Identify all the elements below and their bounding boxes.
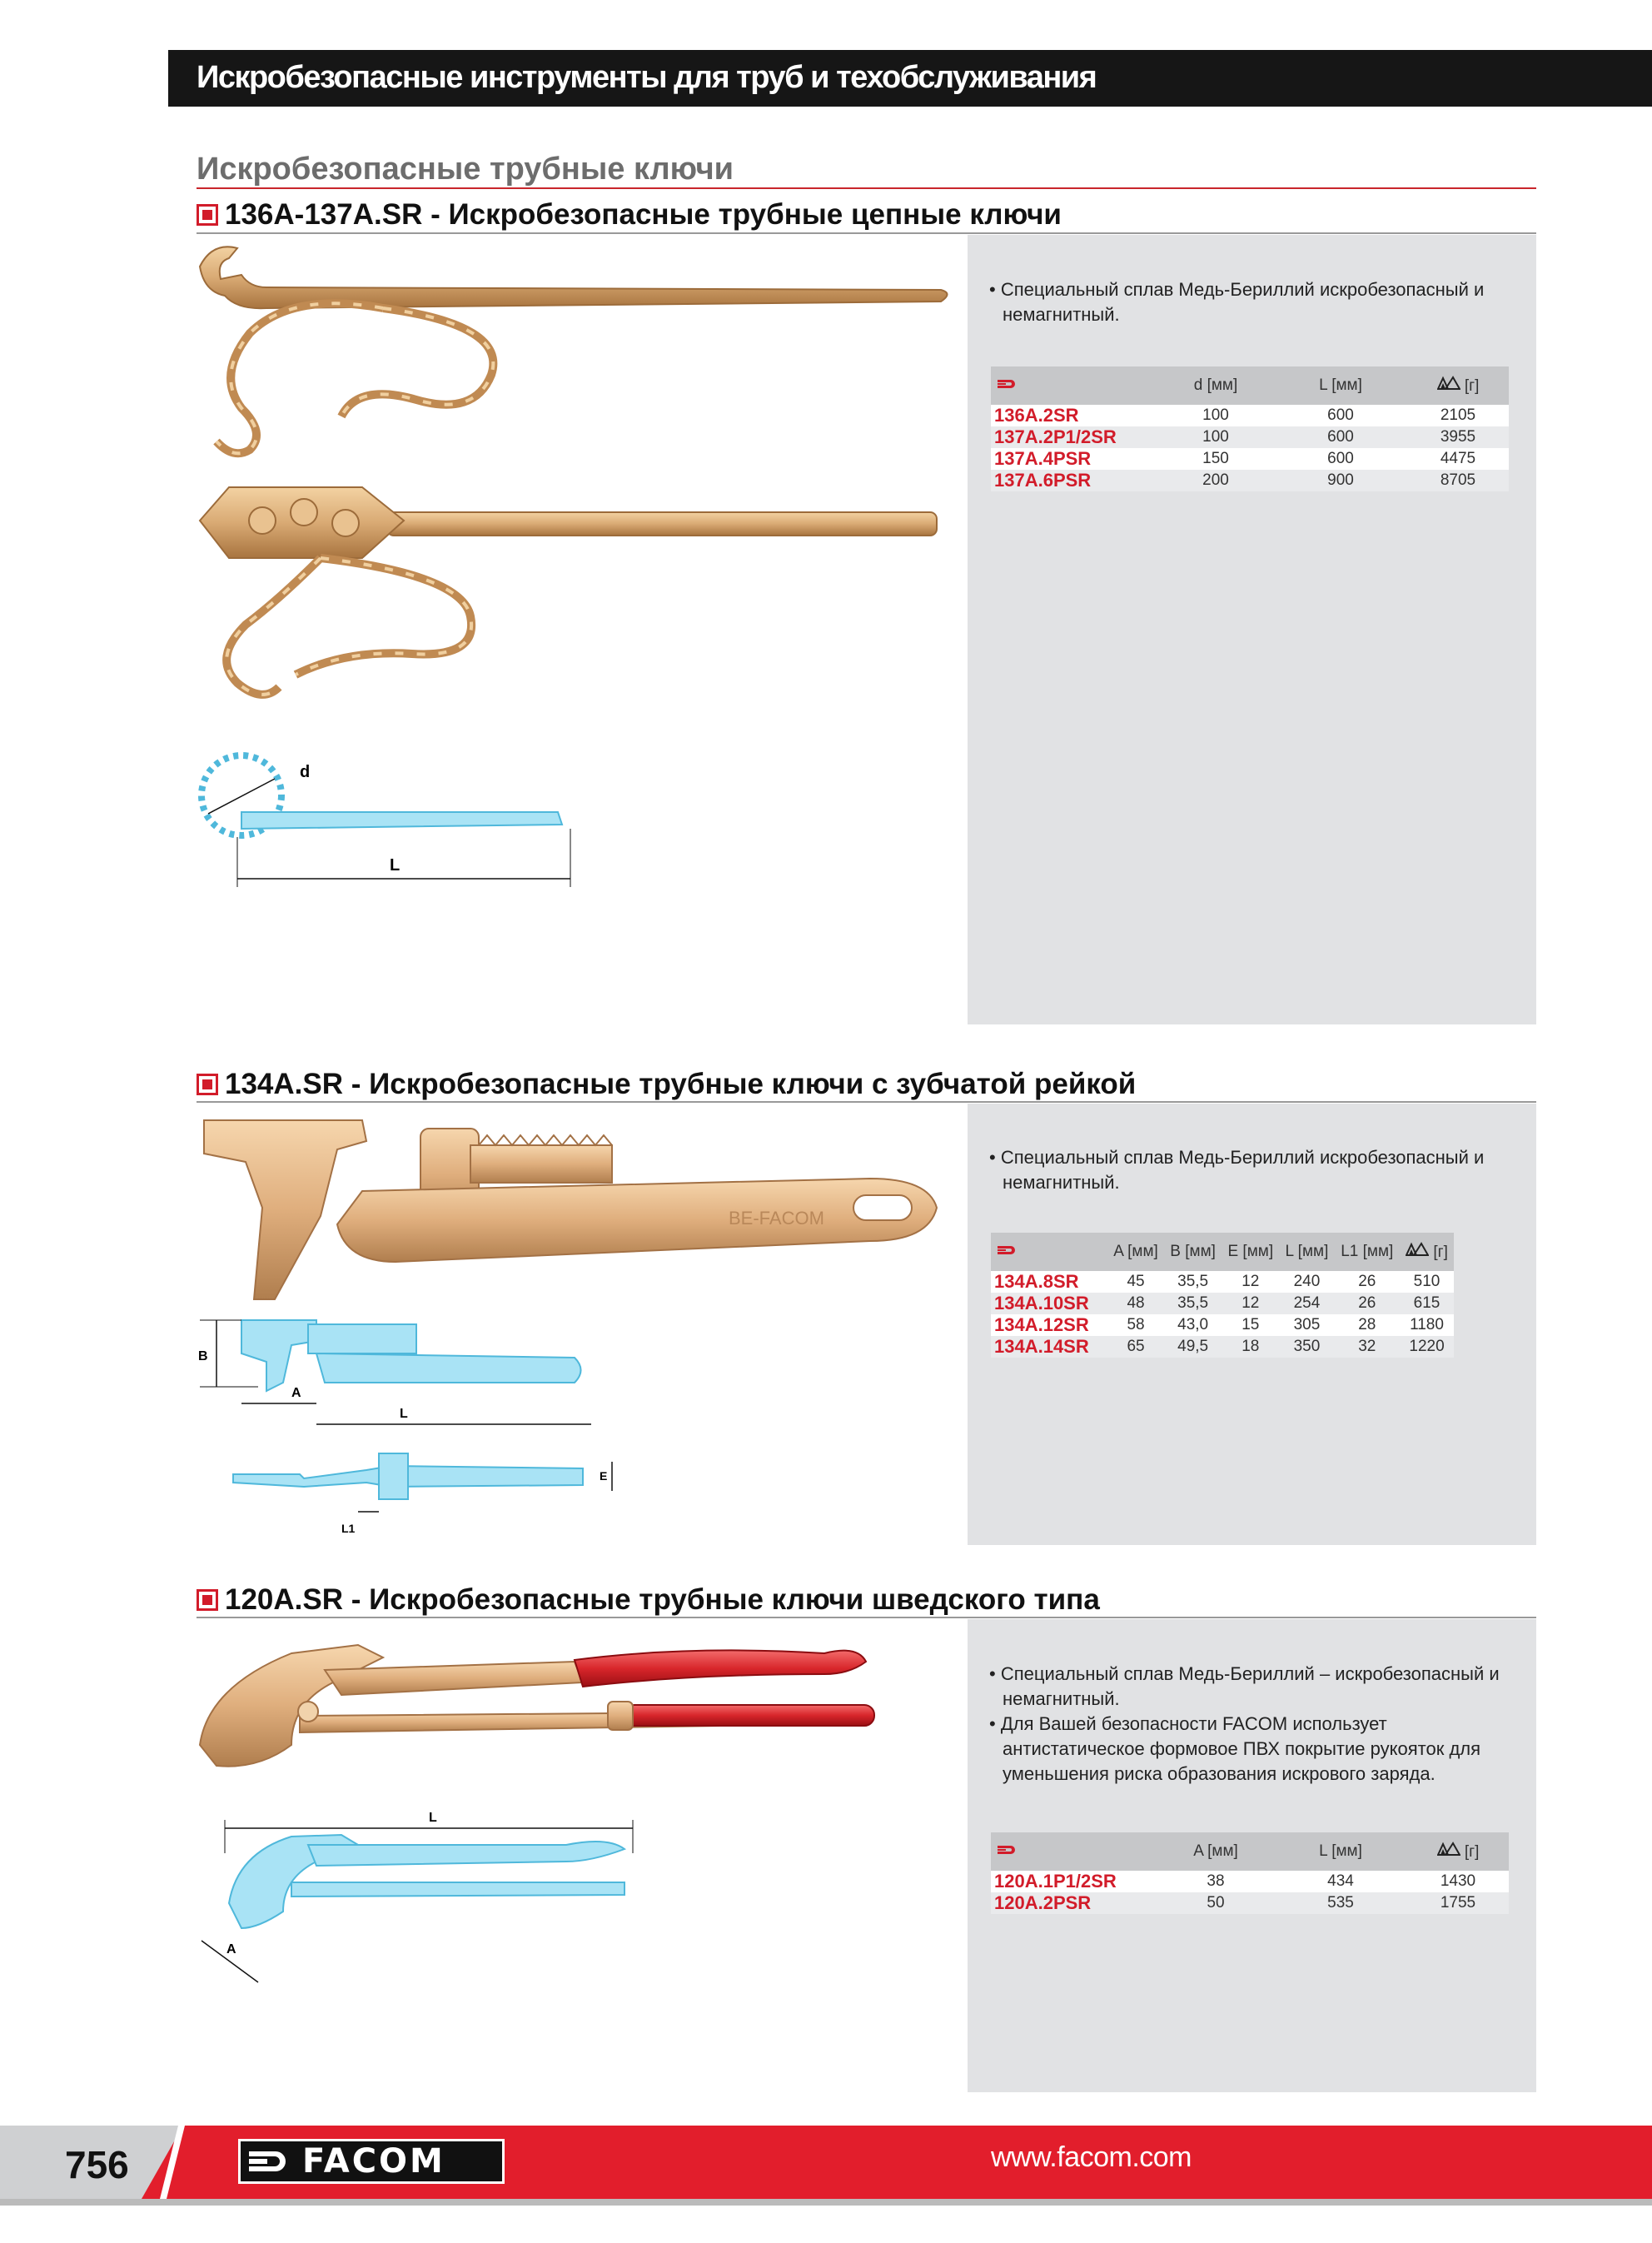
chain-wrench-photo-137a: [196, 475, 945, 725]
table-row: 134A.10SR 48 35,5 12 254 26 615: [991, 1293, 1454, 1314]
column-header: B [мм]: [1164, 1233, 1222, 1271]
swedish-wrench-diagram: [192, 1803, 658, 1999]
section-rule: [197, 232, 1536, 234]
table-row: 134A.14SR 65 49,5 18 350 32 1220: [991, 1336, 1454, 1358]
table-row: 136A.2SR 100 600 2105: [991, 405, 1509, 426]
table-row: 134A.8SR 45 35,5 12 240 26 510: [991, 1271, 1454, 1293]
section-marker-icon: [197, 204, 218, 226]
spec-table-pipe-wrench: [991, 1233, 1454, 1358]
section-title-text: 134A.SR - Искробезопасные трубные ключи с зубчатой рейкой: [225, 1068, 1137, 1100]
section-title-text: 120A.SR - Искробезопасные трубные ключи шведского типа: [225, 1583, 1100, 1616]
weight-icon: [1406, 1242, 1429, 1257]
swedish-wrench-photo: [192, 1637, 941, 1778]
dimension-label-A: A: [291, 1386, 301, 1400]
facom-ref-icon: [996, 1244, 1019, 1256]
column-header-weight: [г]: [1407, 1832, 1509, 1871]
column-header: E [мм]: [1222, 1233, 1279, 1271]
bullet-list: [989, 277, 1522, 327]
spec-table-swedish-wrench: [991, 1832, 1509, 1914]
section-marker-icon: [197, 1074, 218, 1095]
reference-column-header: [991, 1233, 1107, 1271]
page-header-title: Искробезопасные инструменты для труб и техобслуживания: [197, 60, 1097, 95]
table-row: 137A.2P1/2SR 100 600 3955: [991, 426, 1509, 448]
column-header: A [мм]: [1107, 1233, 1164, 1271]
category-title: Искробезопасные трубные ключи: [197, 152, 734, 187]
brand-name: FACOM: [302, 2142, 445, 2181]
column-header: L1 [мм]: [1334, 1233, 1400, 1271]
section-title-text: 136A-137A.SR - Искробезопасные трубные цепные ключи: [225, 198, 1062, 231]
page-number: 756: [65, 2143, 129, 2186]
table-row: 137A.4PSR 150 600 4475: [991, 448, 1509, 470]
category-rule: [197, 187, 1536, 189]
chain-wrench-diagram: [192, 745, 591, 895]
bullet-list: [989, 1145, 1522, 1195]
column-header: d [мм]: [1157, 366, 1274, 405]
dimension-label-L: L: [400, 1407, 408, 1421]
facom-logo-icon: [247, 2149, 291, 2174]
dimension-label-A: A: [226, 1942, 236, 1956]
column-header: L [мм]: [1274, 1832, 1407, 1871]
dimension-label-E: E: [600, 1469, 608, 1483]
facom-logo: [238, 2139, 505, 2184]
dimension-label-B: B: [198, 1349, 208, 1363]
dimension-label-d: d: [300, 763, 311, 781]
pipe-wrench-diagram: [192, 1312, 624, 1545]
bullet-item: • Специальный сплав Медь-Бериллий – искробезопасный и немагнитный.: [989, 1663, 1500, 1709]
table-row: 134A.12SR 58 43,0 15 305 28 1180: [991, 1314, 1454, 1336]
column-header: L [мм]: [1279, 1233, 1334, 1271]
bullet-list: [989, 1662, 1522, 1787]
bullet-item: • Специальный сплав Медь-Бериллий искробезопасный и немагнитный.: [989, 279, 1485, 325]
column-header-weight: [г]: [1407, 366, 1509, 405]
section-title-pipe-wrench: [197, 1068, 1136, 1101]
bullet-item: • Специальный сплав Медь-Бериллий искробезопасный и немагнитный.: [989, 1147, 1485, 1193]
section-title-chain-wrench: [197, 198, 1062, 232]
dimension-label-L1: L1: [341, 1522, 356, 1535]
spec-panel-chain-wrench: [968, 235, 1536, 1024]
dimension-label-L: L: [429, 1811, 437, 1825]
pipe-wrench-photo: [196, 1116, 945, 1308]
tool-engraving: BE-FACOM: [729, 1208, 824, 1229]
column-header-weight: [г]: [1400, 1233, 1454, 1271]
facom-ref-icon: [996, 1844, 1019, 1856]
table-row: 120A.1P1/2SR 38 434 1430: [991, 1871, 1509, 1892]
column-header: L [мм]: [1274, 366, 1407, 405]
spec-table-chain-wrench: [991, 366, 1509, 491]
section-marker-icon: [197, 1589, 218, 1611]
chain-wrench-photo-136a: [192, 242, 958, 466]
weight-icon: [1437, 376, 1460, 391]
table-row: 120A.2PSR 50 535 1755: [991, 1892, 1509, 1914]
reference-column-header: [991, 1832, 1157, 1871]
reference-column-header: [991, 366, 1157, 405]
facom-ref-icon: [996, 378, 1019, 390]
section-rule: [197, 1101, 1536, 1103]
column-header: A [мм]: [1157, 1832, 1274, 1871]
section-rule: [197, 1617, 1536, 1618]
footer-url[interactable]: www.facom.com: [991, 2141, 1192, 2173]
section-title-swedish-wrench: [197, 1583, 1100, 1617]
weight-icon: [1437, 1842, 1460, 1857]
bullet-item: • Для Вашей безопасности FACOM использует антистатическое формовое ПВХ покрытие рукояток для уменьшения риска образования искрового заряда.: [989, 1713, 1481, 1784]
footer-bottom-rule: [0, 2199, 1652, 2206]
table-row: 137A.6PSR 200 900 8705: [991, 470, 1509, 491]
dimension-label-L: L: [390, 856, 401, 875]
